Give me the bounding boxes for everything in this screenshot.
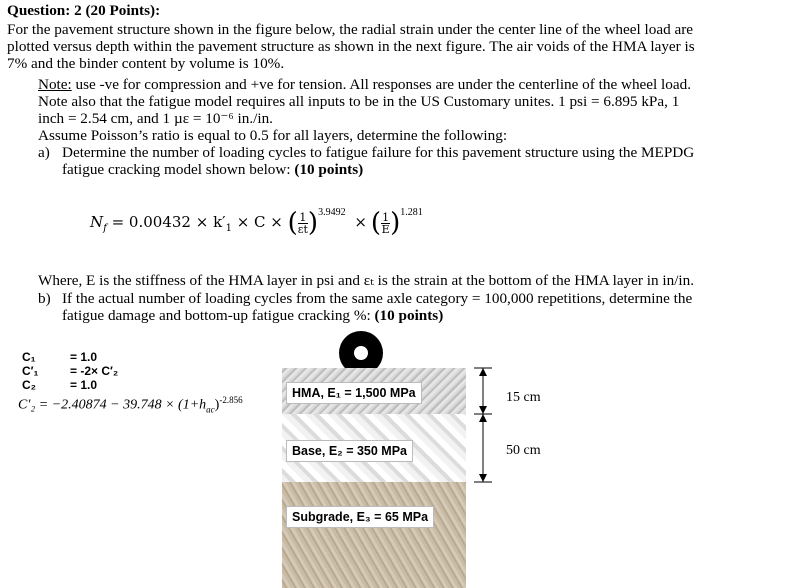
part-a-text: fatigue cracking model shown below: [62,161,295,178]
intro-line-1: For the pavement structure shown in the figure below, the radial strain under the center line of the wheel load are [7,21,694,38]
note-text: use -ve for compression and +ve for tension. All responses are under the centerline of the wheel load. [71,76,691,93]
c2-formula-close: ) [214,397,220,413]
formula-frac-1: $\frac{1}{\varepsilon t}$ [297,210,308,236]
dim-base-label: 50 cm [506,443,541,458]
part-a-points: (10 points) [294,161,364,178]
formula-lhs: N [90,213,104,231]
c2-prime-formula [18,395,243,414]
intro-line-3: 7% and the binder content by volume is 10%. [7,55,285,72]
param-values [70,350,118,392]
formula-middle: = 0.00432 × k′ [106,213,226,231]
note-line-3: inch = 2.54 cm, and 1 µε = 10⁻⁶ in./in. [38,110,273,127]
part-a-marker: a) [38,144,50,161]
c2-formula-main: C′₂ = −2.40874 − 39.748 × (1+h [18,397,207,413]
param-label-c1-prime: C′₁ [22,364,39,378]
hma-label: HMA, E₁ = 1,500 MPa [286,382,422,404]
part-b-line-1: If the actual number of loading cycles from the same axle category = 100,000 repetitions, determine the [62,290,693,307]
where-line: Where, E is the stiffness of the HMA layer in psi and εₜ is the strain at the bottom of the HMA layer in in/in. [38,272,695,289]
part-a-line-2 [62,161,363,178]
question-title: Question: 2 (20 Points): [7,2,161,19]
part-b-marker: b) [38,290,51,307]
param-value-c1: = 1.0 [70,350,98,364]
note-label: Note: [38,76,72,93]
dim-hma-label: 15 cm [506,390,541,405]
param-label-c1: C₁ [22,350,36,364]
formula-frac-2: $\frac{1}{E}$ [381,210,390,236]
param-label-c2: C₂ [22,378,36,392]
fatigue-formula: $N_f = 0.00432 \times k'_1 \times C$ × ( $\frac{1}{\varepsilon t})^{3.9492}$ × ( $\frac{1}{E})^{1.281}$ [90,207,423,238]
intro-line-2: plotted versus depth within the pavement structure as shown in the next figure. The air voids of the HMA layer is [7,38,695,55]
base-layer [282,414,466,482]
part-b-text: fatigue damage and bottom-up fatigue cracking %: [62,307,375,324]
base-label: Base, E₂ = 350 MPa [286,440,413,462]
formula-after-k: × C × [231,213,288,231]
formula-times: × [354,213,367,231]
part-b-line-2 [62,307,443,324]
poisson-line: Assume Poisson’s ratio is equal to 0.5 for all layers, determine the following: [38,127,508,144]
param-value-c2: = 1.0 [70,378,98,392]
param-value-c1-prime: = -2× C′₂ [70,364,119,378]
subgrade-label: Subgrade, E₃ = 65 MPa [286,506,434,528]
subgrade-layer [282,482,466,588]
formula-lhs-sub: f [103,223,107,234]
param-labels [22,350,39,392]
part-b-points: (10 points) [374,307,444,324]
c2-formula-sub: ac [206,404,215,415]
part-a-line-1: Determine the number of loading cycles to fatigue failure for this pavement structure using the MEPDG [62,144,695,161]
formula-exp-1: 3.9492 [318,207,346,218]
formula-exp-2: 1.281 [400,207,423,218]
formula-k-sub: 1 [225,223,232,234]
dimension-arrows [470,362,500,492]
c2-formula-exp: -2.856 [219,395,243,405]
note-line-2: Note also that the fatigue model requires all inputs to be in the US Customary unites. 1 psi = 6.895 kPa, 1 [38,93,680,110]
hma-layer [282,368,466,414]
note-line-1 [38,76,691,93]
